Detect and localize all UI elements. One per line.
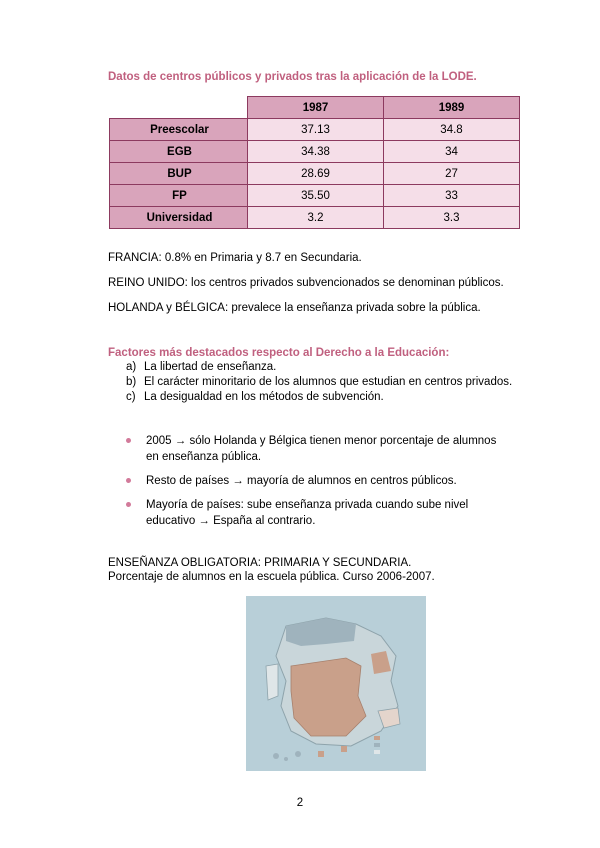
table-cell: 33 xyxy=(384,185,520,207)
row-header: FP xyxy=(110,185,248,207)
lode-data-table xyxy=(109,96,520,229)
bullet-item xyxy=(126,497,506,529)
list-item xyxy=(126,376,512,388)
section-title: ENSEÑANZA OBLIGATORIA: PRIMARIA Y SECUNDARIA. xyxy=(108,557,412,569)
table-row xyxy=(110,163,520,185)
row-header: EGB xyxy=(110,141,248,163)
note-france: FRANCIA: 0.8% en Primaria y 8.7 en Secundaria. xyxy=(108,252,362,264)
list-marker: a) xyxy=(126,361,137,373)
list-marker: b) xyxy=(126,376,137,388)
bullet-text: 2005 → sólo Holanda y Bélgica tienen menor porcentaje de alumnos en enseñanza pública. xyxy=(146,435,497,463)
table-cell: 34.8 xyxy=(384,119,520,141)
table-heading: Datos de centros públicos y privados tras la aplicación de la LODE. xyxy=(108,71,477,83)
row-header: BUP xyxy=(110,163,248,185)
table-row xyxy=(110,119,520,141)
section-subtitle: Porcentaje de alumnos en la escuela pública. Curso 2006-2007. xyxy=(108,571,435,583)
table-cell: 37.13 xyxy=(248,119,384,141)
table-cell: 3.2 xyxy=(248,207,384,229)
bullet-text: Resto de países → mayoría de alumnos en centros públicos. xyxy=(146,475,457,487)
bullet-item xyxy=(126,433,506,465)
row-header: Preescolar xyxy=(110,119,248,141)
table-cell: 28.69 xyxy=(248,163,384,185)
bullet-icon xyxy=(126,478,131,483)
column-header: 1987 xyxy=(248,97,384,119)
table-row xyxy=(110,141,520,163)
factors-title: Factores más destacados respecto al Derecho a la Educación: xyxy=(108,347,450,359)
table-row xyxy=(110,207,520,229)
list-item xyxy=(126,361,276,373)
table-cell: 35.50 xyxy=(248,185,384,207)
note-netherlands-belgium: HOLANDA y BÉLGICA: prevalece la enseñanza privada sobre la pública. xyxy=(108,302,481,314)
table-header-row xyxy=(110,97,520,119)
bullet-item xyxy=(126,473,506,489)
bullet-icon xyxy=(126,438,131,443)
spain-map-drawing xyxy=(246,596,426,771)
note-uk: REINO UNIDO: los centros privados subvencionados se denominan públicos. xyxy=(108,277,504,289)
bullet-text: Mayoría de países: sube enseñanza privada cuando sube nivel educativo → España al contrario. xyxy=(146,499,469,527)
list-item-text: El carácter minoritario de los alumnos que estudian en centros privados. xyxy=(144,376,513,388)
row-header: Universidad xyxy=(110,207,248,229)
table-cell: 27 xyxy=(384,163,520,185)
table-row xyxy=(110,185,520,207)
list-item-text: La desigualdad en los métodos de subvención. xyxy=(144,391,384,403)
page-number: 2 xyxy=(296,797,304,809)
bullet-icon xyxy=(126,502,131,507)
table-cell: 34 xyxy=(384,141,520,163)
table-cell: 3.3 xyxy=(384,207,520,229)
table-cell: 34.38 xyxy=(248,141,384,163)
spain-map-image xyxy=(246,596,426,771)
table-corner xyxy=(110,97,248,119)
list-item-text: La libertad de enseñanza. xyxy=(144,361,277,373)
list-marker: c) xyxy=(126,391,136,403)
list-item xyxy=(126,391,384,403)
column-header: 1989 xyxy=(384,97,520,119)
